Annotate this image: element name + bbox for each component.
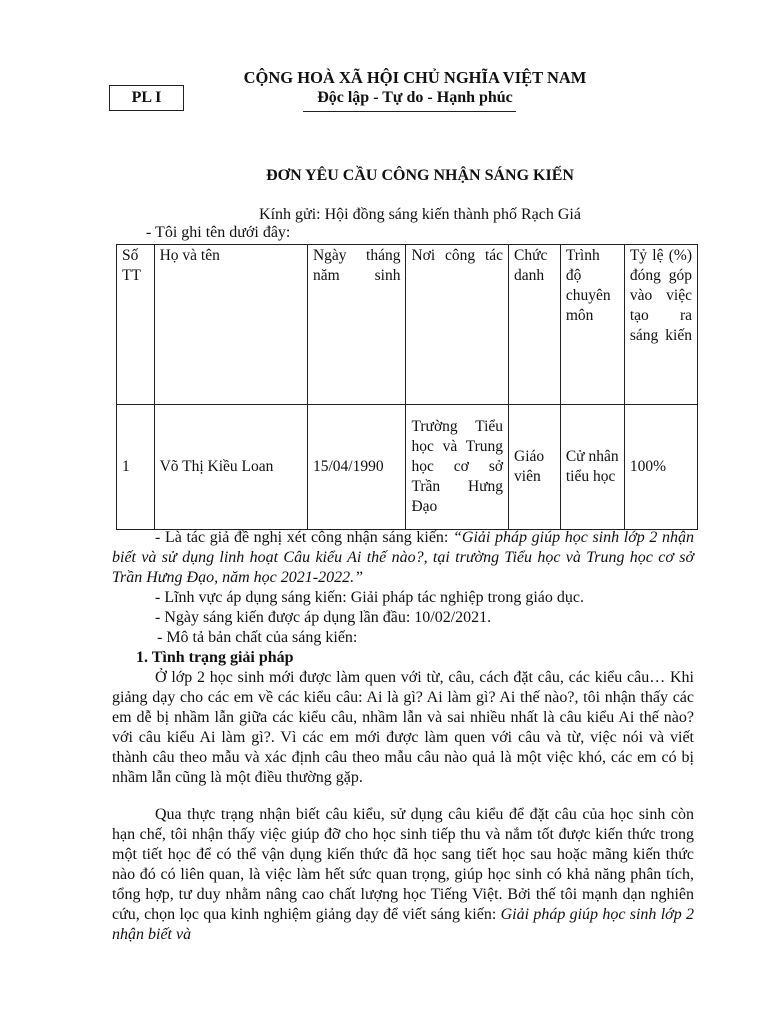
date-applied-line: - Ngày sáng kiến được áp dụng lần đầu: 10/02/2021. [155, 609, 492, 626]
cell-title: Giáo viên [509, 405, 561, 530]
table-row [117, 405, 698, 530]
header-workplace: Nơi công tác [406, 245, 509, 405]
cell-stt: 1 [117, 405, 155, 530]
national-motto: Độc lập - Tự do - Hạnh phúc [317, 89, 513, 106]
header-name: Họ và tên [154, 245, 307, 405]
author-paragraph [112, 528, 694, 588]
author-prefix: - Là tác giả đề nghị xét công nhận sáng kiến: [155, 529, 454, 546]
paragraph-2: Qua thực trạng nhận biết câu kiểu, sử dụng câu kiểu để đặt câu của học sinh còn hạn chế, tôi nhận thấy việc giúp đỡ cho học sinh tiếp thu và nắm tốt được kiến thức trong một tiết học để có thể vận dụng kiến thức đã học sang tiết học sau hoặc mãng kiến thức nào đó có liên quan, là việc làm hết sức quan trọng, giúp học sinh có khả năng phân tích, tổng hợp, tư duy nhằm nâng cao chất lượng học Tiếng Việt. Bởi thế tôi mạnh dạn nghiên cứu, chọn lọc qua kinh nghiệm giảng dạy để viết sáng kiến: Giải pháp giúp học sinh lớp 2 nhận biết và [112, 806, 694, 943]
field-line: - Lĩnh vực áp dụng sáng kiến: Giải pháp tác nghiệp trong giáo dục. [155, 589, 585, 606]
description-label: - Mô tả bản chất của sáng kiến: [157, 629, 358, 646]
initiative-title: “Giải pháp giúp học sinh lớp 2 nhận biết và sử dụng linh hoạt Câu kiểu Ai thế nào?, tại trường Tiểu học và Trung học cơ sở Trần Hưng Đạo, năm học 2021-2022.” [112, 529, 695, 586]
paragraph-2-italic-tail: Giải pháp giúp học sinh lớp 2 nhận biết và [112, 906, 694, 943]
author-table [116, 244, 698, 530]
appendix-label: PL I [109, 85, 184, 111]
header-stt: Số TT [117, 245, 155, 405]
header-dob: Ngày tháng năm sinh [307, 245, 406, 405]
cell-workplace: Trường Tiểu học và Trung học cơ sở Trần Hưng Đạo [406, 405, 509, 530]
cell-ratio: 100% [624, 405, 697, 530]
document-title: ĐƠN YÊU CẦU CÔNG NHẬN SÁNG KIẾN [266, 167, 574, 184]
cell-dob: 15/04/1990 [307, 405, 406, 530]
table-header-row [117, 245, 698, 405]
header-title: Chức danh [509, 245, 561, 405]
paragraph-1: Ở lớp 2 học sinh mới được làm quen với từ, câu, cách đặt câu, các kiểu câu… Khi giảng dạy cho các em về các kiểu câu: Ai là gì? Ai làm gì? Ai thế nào?, tôi nhận thấy các em dễ bị nhầm lẫn giữa các kiểu câu, nhầm lẫn và sai nhiều nhất là câu kiểu Ai thế nào? với câu kiểu Ai làm gì?. Vì các em mới được làm quen với câu và từ, việc nói và viết thành câu theo mẫu và xác định câu theo mẫu câu nào quả là một việc khó, các em có bị nhầm lẫn cũng là một điều thường gặp. [112, 669, 694, 786]
header-ratio: Tỷ lệ (%) đóng góp vào việc tạo ra sáng kiến [624, 245, 697, 405]
section1-heading: 1. Tình trạng giải pháp [136, 649, 294, 666]
header-level: Trình độ chuyên môn [560, 245, 624, 405]
recipient-line: Kính gửi: Hội đồng sáng kiến thành phố Rạch Giá [259, 206, 581, 223]
cell-name: Võ Thị Kiều Loan [154, 405, 307, 530]
national-title: CỘNG HOÀ XÃ HỘI CHỦ NGHĨA VIỆT NAM [243, 68, 587, 87]
motto-underline [303, 111, 516, 112]
cell-level: Cử nhân tiểu học [560, 405, 624, 530]
intro-line: - Tôi ghi tên dưới đây: [146, 224, 291, 241]
